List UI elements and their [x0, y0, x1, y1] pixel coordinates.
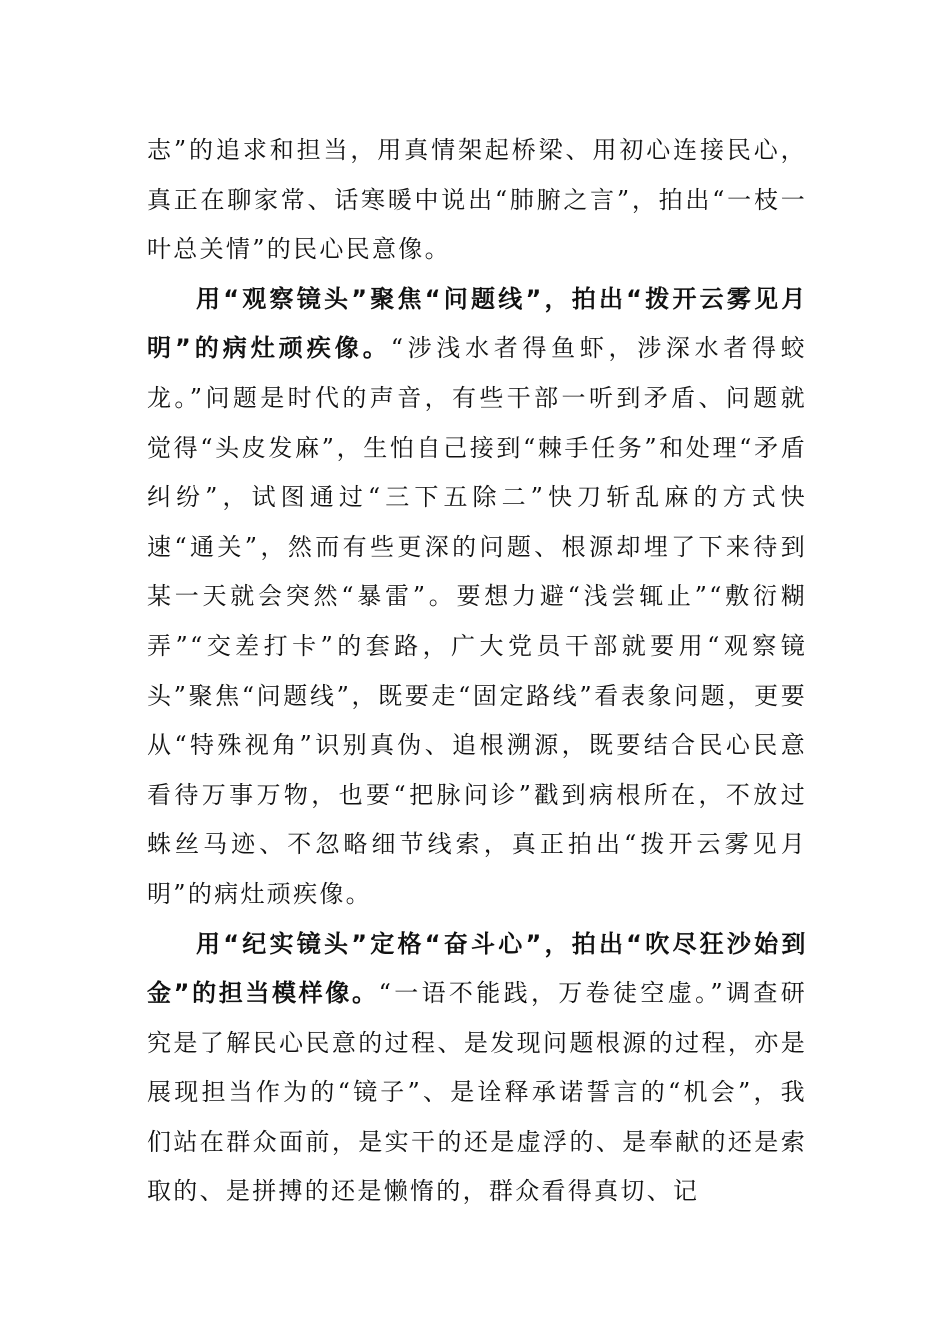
paragraph-body: “涉浅水者得鱼虾，涉深水者得蛟龙。”问题是时代的声音，有些干部一听到矛盾、问题就觉得“头皮发麻”，生怕自己接到“棘手任务”和处理“矛盾纠纷”，试图通过“三下五除二”快刀斩乱麻的方式快速“通关”，然而有些更深的问题、根源却埋了下来待到某一天就会突然“暴雷”。要想力避“浅尝辄止”“敷衍糊弄”“交差打卡”的套路，广大党员干部就要用“观察镜头”聚焦“问题线”，既要走“固定路线”看表象问题，更要从“特殊视角”识别真伪、追根溯源，既要结合民心民意看待万事万物，也要“把脉问诊”戳到病根所在，不放过蛛丝马迹、不忽略细节线索，真正拍出“拨开云雾见月明”的病灶顽疾像。 [147, 334, 807, 908]
document-body [147, 126, 807, 1217]
paragraph-heading: 用“观察镜头”聚焦“问题线”，拍出“拨开云雾见月明”的病灶顽疾像。 [147, 284, 807, 363]
paragraph-body: “一语不能践，万卷徒空虚。”调查研究是了解民心民意的过程、是发现问题根源的过程，亦是展现担当作为的“镜子”、是诠释承诺誓言的“机会”，我们站在群众面前，是实干的还是虚浮的、是奉献的还是索取的、是拼搏的还是懒惰的，群众看得真切、记 [147, 979, 807, 1206]
paragraph-documentary-lens [147, 920, 807, 1218]
paragraph-continuation [147, 126, 807, 275]
paragraph-observation-lens [147, 275, 807, 920]
paragraph-heading: 用“纪实镜头”定格“奋斗心”，拍出“吹尽狂沙始到金”的担当模样像。 [147, 929, 807, 1008]
paragraph-body: 志”的追求和担当，用真情架起桥梁、用初心连接民心，真正在聊家常、话寒暖中说出“肺腑之言”，拍出“一枝一叶总关情”的民心民意像。 [147, 136, 807, 264]
